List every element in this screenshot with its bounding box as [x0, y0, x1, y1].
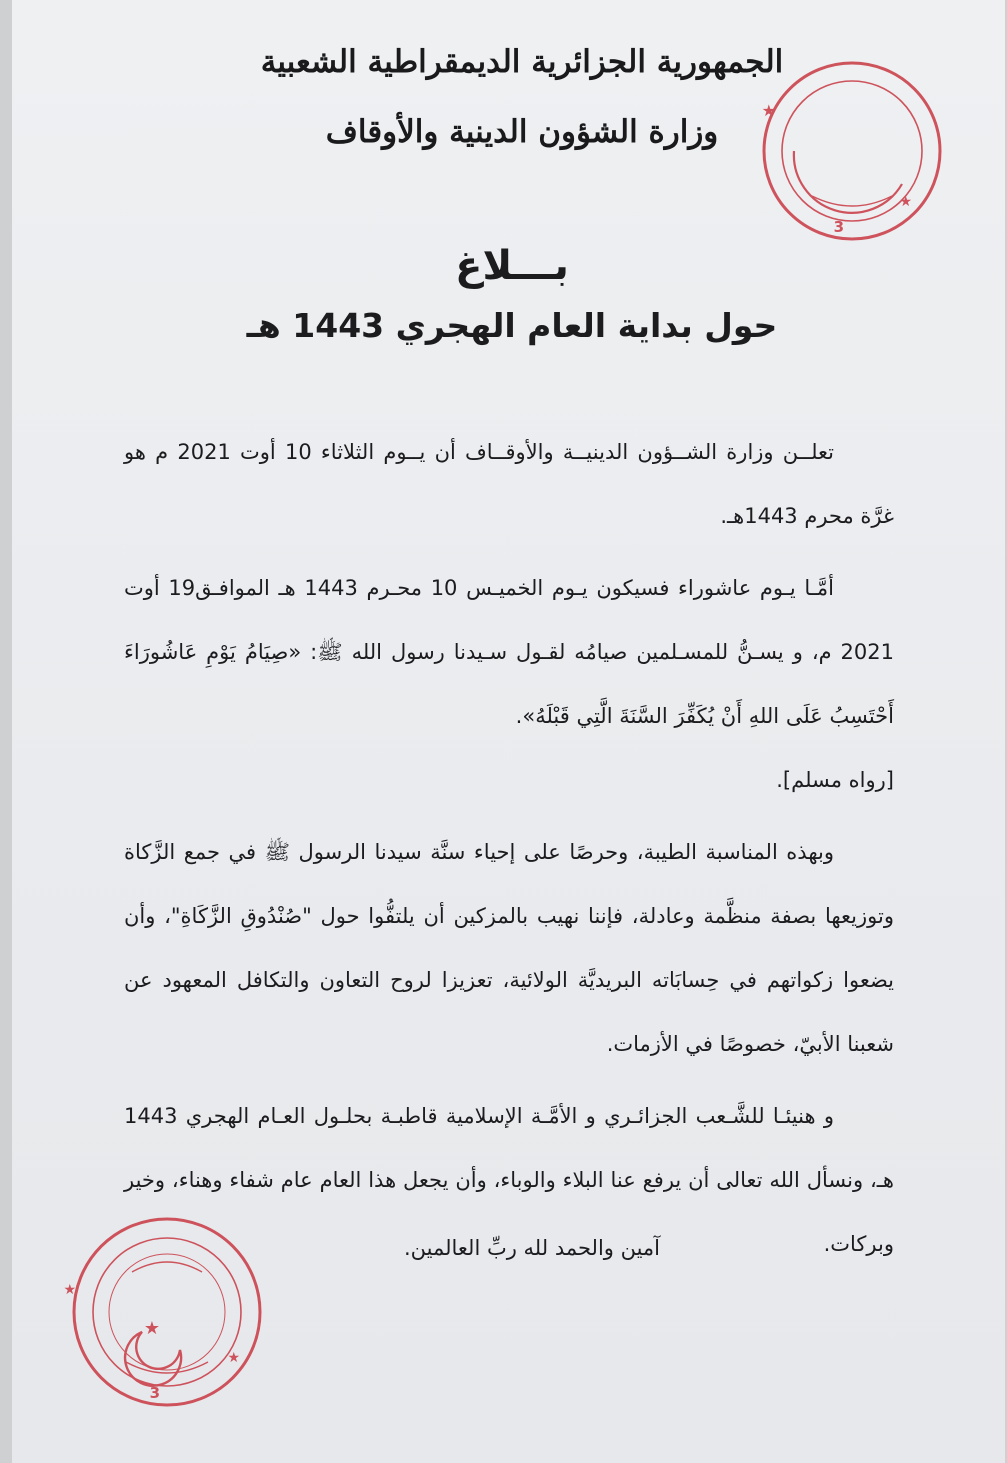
official-stamp-bottom	[62, 1212, 272, 1412]
stamp-star-icon: ★	[143, 1318, 160, 1339]
header-ministry-name: وزارة الشؤون الدينية والأوقاف	[325, 114, 719, 150]
official-stamp-top	[752, 56, 952, 246]
closing-line: آمين والحمد لله ربِّ العالمين.	[403, 1236, 661, 1260]
page-subtitle: حول بداية العام الهجري 1443 هـ	[246, 306, 778, 345]
paragraph-zakat: وبهذه المناسبة الطيبة، وحرصًا على إحياء سنَّة سيدنا الرسول ﷺ في جمع الزَّكاة وتوزيعها بصفة منظَّمة وعادلة، فإننا نهيب بالمزكين أن يلتفُّوا حول "صُنْدُوقِ الزَّكَاةِ"، وأن يضعوا زكواتهم في حِسابَاته البريديَّة الولائية، تعزيزا لروح التعاون والتكافل المعهود عن شعبنا الأبيّ، خصوصًا في الأزمات.	[124, 840, 894, 1056]
stamp-star-icon: ★	[227, 1350, 240, 1366]
document-page	[12, 0, 1005, 1463]
stamp-star-icon: ★	[899, 194, 912, 210]
paragraph-start-date: تعلــن وزارة الشــؤون الدينيــة والأوقــاف أن يــوم الثلاثاء 10 أوت 2021 م هو غرَّة محرم 1443هـ.	[124, 440, 894, 528]
stamp-star-icon: ★	[63, 1282, 76, 1298]
page-title: بـــلاغ	[455, 243, 569, 289]
paragraph-citation: [رواه مسلم].	[776, 768, 894, 792]
paragraph-congratulations: و هنيئـا للشَّـعب الجزائـري و الأمَّـة الإسلامية قاطبـة بحلـول العـام الهجري 1443 هـ، ونسأل الله تعالى أن يرفع عنا البلاء والوباء، وأن يجعل هذا العام عام شفاء وهناء، وخير وبركات.	[124, 1104, 894, 1256]
paragraph-ashura: أمَّـا يـوم عاشوراء فسيكون يـوم الخميـس 10 محـرم 1443 هـ الموافـق19 أوت 2021 م، و يسـنُّ للمسـلمين صيامُه لقـول سـيدنا رسول الله ﷺ: «صِيَامُ يَوْمِ عَاشُورَاءَ أَحْتَسِبُ عَلَى اللهِ أَنْ يُكَفِّرَ السَّنَةَ الَّتِي قَبْلَهُ».	[124, 576, 894, 728]
stamp-star-icon: ★	[761, 101, 776, 120]
stamp-number: 3	[833, 218, 844, 236]
announcement-body	[124, 420, 894, 1276]
header-republic-name: الجمهورية الجزائرية الديمقراطية الشعبية	[260, 44, 784, 80]
stamp-number: 3	[149, 1384, 160, 1402]
